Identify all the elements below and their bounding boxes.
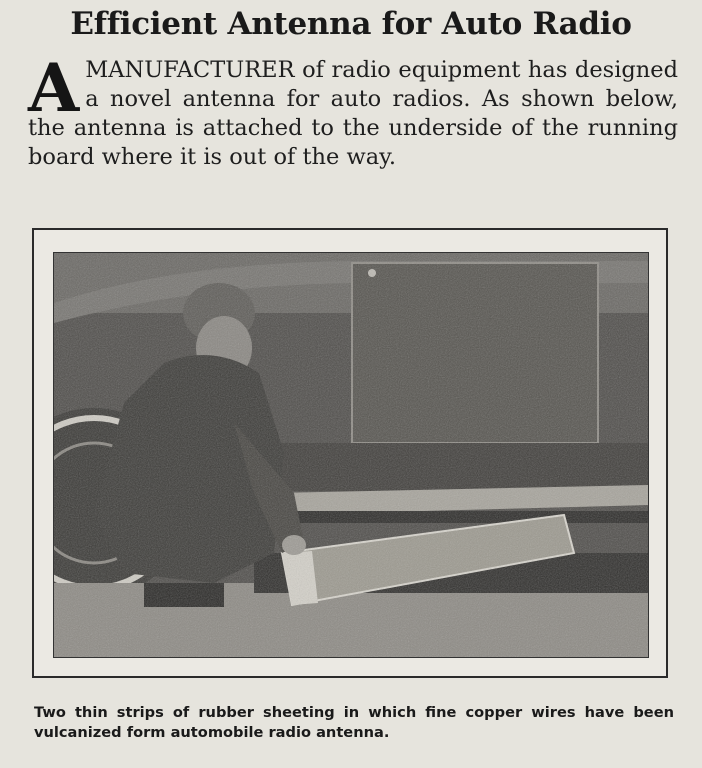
halftone-grain [54,253,648,657]
intro-caps-word: MANUFACTURER [85,57,295,83]
article-intro [28,49,678,172]
drop-cap: A [28,49,80,127]
intro-text: of radio equipment has designed a novel antenna for auto radios. As shown below, the antenna is attached to the underside of the running board where it is out of the way. [28,57,678,170]
photo-man-installing-antenna [53,252,649,658]
photo-caption: Two thin strips of rubber sheeting in which fine copper wires have been vulcanized form automobile radio antenna. [34,704,674,741]
article-title: Efficient Antenna for Auto Radio [70,6,632,42]
photo-illustration [54,253,648,657]
photo-frame [32,228,668,678]
